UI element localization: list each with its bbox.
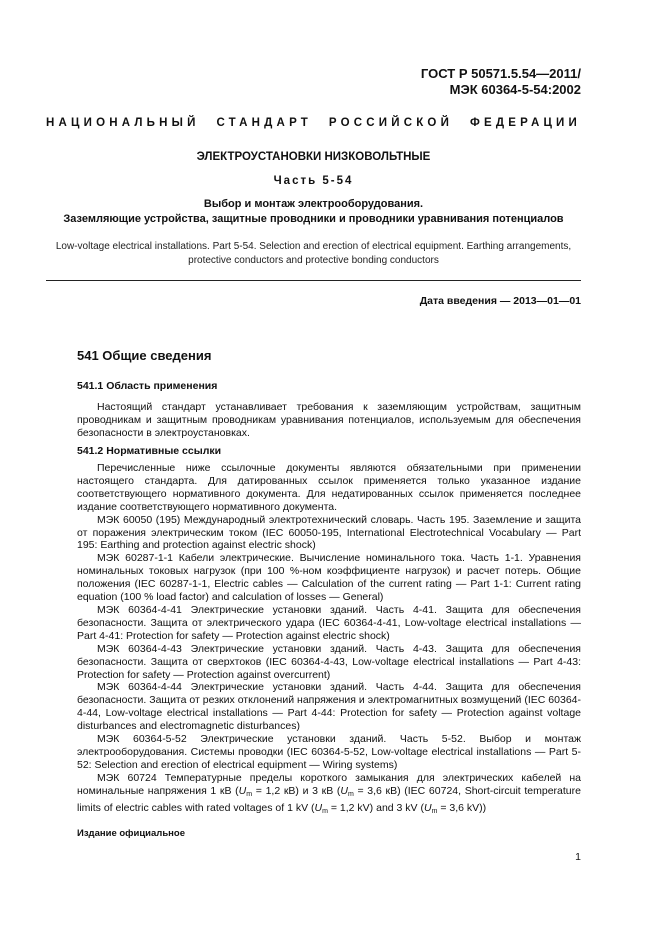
reference-paragraph: МЭК 60364-4-44 Электрические установки зданий. Часть 4-44. Защита для обеспечения безопасности. Защита от резких отклонений напряжения и электромагнитных возмущений (IEC 60364-4-44, Low-voltage electrical installations — Part 4-44: Protection for safety — Protection against voltage disturbances and electromagnetic disturbances) bbox=[77, 681, 581, 733]
part-label: Часть 5-54 bbox=[273, 175, 354, 187]
standard-number-line2: МЭК 60364-5-54:2002 bbox=[449, 82, 581, 97]
reference-paragraph-last: МЭК 60724 Температурные пределы короткого замыкания для электрических кабелей на номинальные напряжения 1 кВ ($U_m = 1,2$ кВ) и 3 кВ ($U_m = 3,6$ кВ) (IEC 60724, Short-circuit temperature limits of electric cables with rated voltages of 1 kV ($U_m = 1,2$ kV) and 3 kV ($U_m = 3,6$ kV)) bbox=[77, 771, 581, 815]
reference-paragraph: МЭК 60364-5-52 Электрические установки зданий. Часть 5-52. Выбор и монтаж электрооборудования. Системы проводки (IEC 60364-5-52, Low-voltage electrical installations — Part 5-52: Selection and erection of electrical equipment — Wiring systems) bbox=[77, 733, 581, 771]
reference-paragraph: МЭК 60050 (195) Международный электротехнический словарь. Часть 195. Заземление и защита от поражения электрическим током (IEC 60050-195, International Electrotechnical Vocabulary — Part 195: Earthing and protection against electric shock) bbox=[77, 513, 581, 552]
reference-paragraph: МЭК 60364-4-43 Электрические установки зданий. Часть 4-43. Защита для обеспечения безопасности. Защита от сверхтоков (IEC 60364-4-43, Low-voltage electrical installations — Part 4-43: Protection for safety — Protection against overcurrent) bbox=[77, 642, 581, 681]
reference-paragraph: МЭК 60364-4-41 Электрические установки зданий. Часть 4-41. Защита для обеспечения безопасности. Защита от электрического удара (IEC 60364-4-41, Low-voltage electrical installations — Part 4-41: Protection for safety — Protection against electric shock) bbox=[77, 603, 581, 642]
reference-paragraph: Перечисленные ниже ссылочные документы являются обязательными при применении настоящего стандарта. Для датированных ссылок применяется только указанное издание соответствующего нормативного документа. Для недатированных ссылок применяется последнее издание соответствующего нормативного документа. bbox=[77, 462, 581, 513]
scope-paragraph bbox=[77, 401, 581, 440]
banner-word: СТАНДАРТ bbox=[216, 117, 313, 129]
section-title: 541 Общие сведения bbox=[77, 348, 212, 363]
subsection-title-scope: 541.1 Область применения bbox=[77, 380, 218, 392]
subtitle-line2: Заземляющие устройства, защитные проводники и проводники уравнивания потенциалов bbox=[63, 212, 564, 225]
intro-date: Дата введения — 2013—01—01 bbox=[419, 295, 581, 307]
standard-number-line1: ГОСТ Р 50571.5.54—2011/ bbox=[420, 66, 581, 81]
english-title-line1: Low-voltage electrical installations. Part 5-54. Selection and erection of electrical equipment. Earthing arrangements, bbox=[55, 241, 572, 252]
english-title bbox=[46, 240, 581, 268]
subtitle-line1: Выбор и монтаж электрооборудования. bbox=[203, 198, 424, 210]
english-title-line2: protective conductors and protective bonding conductors bbox=[188, 255, 439, 266]
banner-word: ФЕДЕРАЦИИ bbox=[469, 117, 581, 129]
subsection-title-references: 541.2 Нормативные ссылки bbox=[77, 445, 222, 457]
banner-word: НАЦИОНАЛЬНЫЙ bbox=[46, 117, 200, 129]
document-subtitle bbox=[46, 197, 581, 226]
scope-text: Настоящий стандарт устанавливает требования к заземляющим устройствам, защитным проводникам и защитным проводникам уравнивания потенциалов, используемым для обеспечения безопасности в электроустановках. bbox=[77, 401, 581, 439]
national-standard-banner bbox=[46, 117, 581, 129]
divider bbox=[46, 280, 581, 281]
banner-word: РОССИЙСКОЙ bbox=[328, 117, 454, 129]
references-list bbox=[77, 462, 581, 818]
reference-paragraph: МЭК 60287-1-1 Кабели электрические. Вычисление номинального тока. Часть 1-1. Уравнения номинальных токовых нагрузок (при 100 %-ном коэффициенте нагрузок) и расчет потерь. Общие положения (IEC 60287-1-1, Electric cables — Calculation of the current rating — Part 1-1: Current rating equation (100 % load factor) and calculation of losses — General) bbox=[77, 552, 581, 604]
standard-number bbox=[421, 66, 581, 98]
page-number: 1 bbox=[575, 851, 581, 863]
edition-label: Издание официальное bbox=[77, 828, 185, 839]
document-title: ЭЛЕКТРОУСТАНОВКИ НИЗКОВОЛЬТНЫЕ bbox=[196, 151, 431, 163]
